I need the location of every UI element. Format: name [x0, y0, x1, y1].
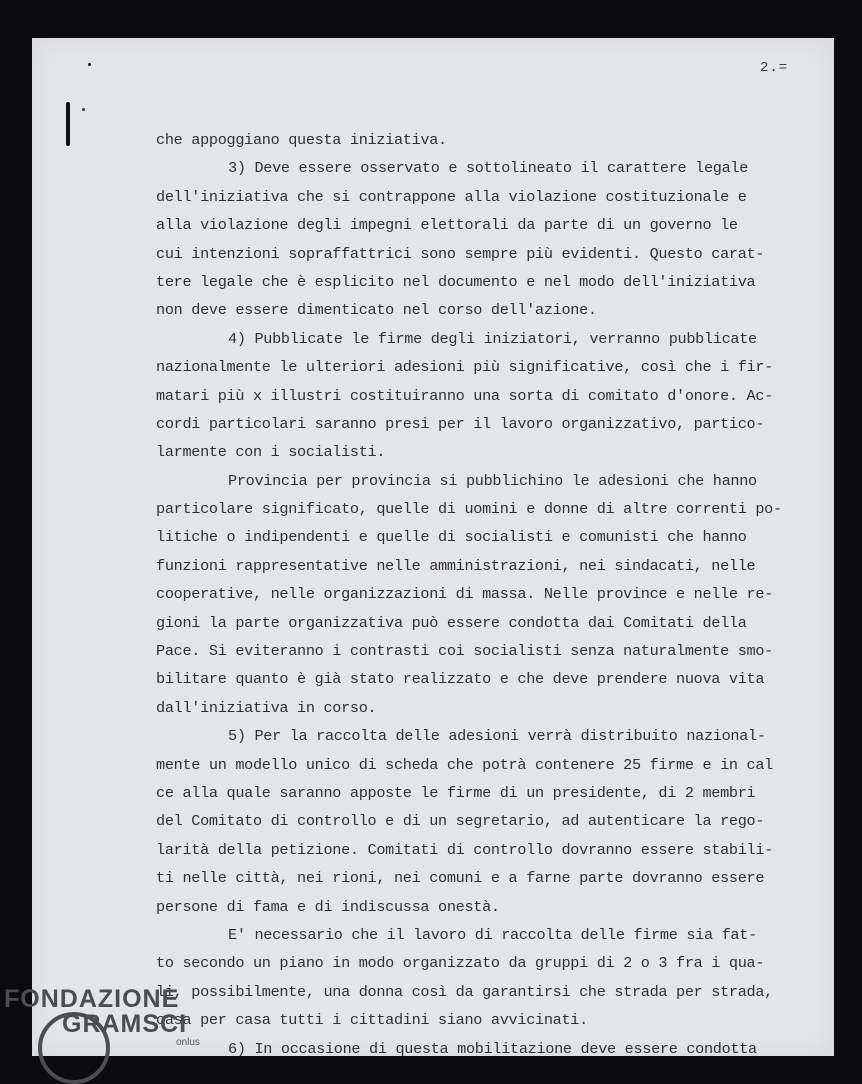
text-line: che appoggiano questa iniziativa. — [156, 131, 447, 149]
text-line: del Comitato di controllo e di un segretario, ad autenticare la rego- — [156, 812, 765, 831]
ink-dot-mark — [88, 63, 91, 66]
text-line: bilitare quanto è già stato realizzato e che deve prendere nuova vita — [156, 670, 765, 689]
watermark-line-2: GRAMSCI — [62, 1010, 188, 1038]
text-line: larità della petizione. Comitati di controllo dovranno essere stabili- — [156, 840, 773, 859]
watermark-line-1: FONDAZIONE — [4, 985, 180, 1013]
text-line: Pace. Si eviteranno i contrasti coi socialisti senza naturalmente smo- — [156, 642, 773, 661]
text-line: persone di fama e di indiscussa onestà. — [156, 897, 500, 916]
paragraph — [156, 722, 816, 921]
text-line: litiche o indipendenti e quelle di socialisti e comunisti che hanno — [156, 528, 747, 547]
text-line: alla violazione degli impegni elettorali da parte di un governo le — [156, 216, 738, 235]
text-line: 3) Deve essere osservato e sottolineato il carattere legale — [228, 159, 749, 178]
watermark-logo — [4, 985, 200, 1048]
text-line: casa per casa tutti i cittadini siano avvicinati. — [156, 1011, 588, 1030]
document-page — [32, 38, 834, 1056]
page-number: 2.= — [760, 60, 789, 76]
text-line: ti nelle città, nei rioni, nei comuni e a farne parte dovranno essere — [156, 869, 765, 888]
text-line: particolare significato, quelle di uomini e donne di altre correnti po- — [156, 500, 782, 519]
paragraph — [156, 467, 816, 723]
text-line: non deve essere dimenticato nel corso dell'azione. — [156, 301, 597, 320]
text-line: 4) Pubblicate le firme degli iniziatori, verranno pubblicate — [228, 329, 757, 348]
text-line: cui intenzioni sopraffattrici sono sempre più evidenti. Questo carat- — [156, 244, 765, 263]
text-line: mente un modello unico di scheda che potrà contenere 25 firme e in cal — [156, 755, 773, 774]
text-line: to secondo un piano in modo organizzato da gruppi di 2 o 3 fra i qua- — [156, 954, 765, 973]
text-line: li, possibilmente, una donna così da garantirsi che strada per strada, — [156, 982, 773, 1001]
paragraph — [156, 1035, 816, 1063]
text-line: cordi particolari saranno presi per il lavoro organizzativo, partico- — [156, 414, 765, 433]
text-line: 6) In occasione di questa mobilitazione deve essere condotta — [228, 1039, 757, 1058]
paragraph — [156, 154, 816, 324]
text-line: E' necessario che il lavoro di raccolta delle firme sia fat- — [228, 925, 757, 944]
text-line: matari più x illustri costituiranno una sorta di comitato d'onore. Ac- — [156, 386, 773, 405]
paragraph — [156, 126, 816, 154]
text-line: Provincia per provincia si pubblichino le adesioni che hanno — [228, 471, 757, 490]
text-line: dall'iniziativa in corso. — [156, 698, 377, 717]
text-line: dell'iniziativa che si contrappone alla violazione costituzionale e — [156, 187, 747, 206]
text-line: gioni la parte organizzativa può essere condotta dai Comitati della — [156, 613, 747, 632]
text-line: 5) Per la raccolta delle adesioni verrà distribuito nazional- — [228, 727, 766, 746]
ink-dot-mark-small — [82, 108, 85, 111]
paragraph — [156, 921, 816, 1035]
text-line: funzioni rappresentative nelle amministrazioni, nei sindacati, nelle — [156, 556, 756, 575]
ink-tick-mark — [66, 102, 70, 146]
text-line: ce alla quale saranno apposte le firme di un presidente, di 2 membri — [156, 783, 756, 802]
typed-body-text — [156, 126, 816, 1063]
text-line: larmente con i socialisti. — [156, 443, 386, 462]
paragraph — [156, 325, 816, 467]
text-line: tere legale che è esplicito nel documento e nel modo dell'iniziativa — [156, 272, 756, 291]
text-line: nazionalmente le ulteriori adesioni più significative, così che i fir- — [156, 358, 773, 377]
text-line: cooperative, nelle organizzazioni di massa. Nelle province e nelle re- — [156, 585, 773, 604]
watermark-line-3: onlus — [176, 1037, 200, 1048]
